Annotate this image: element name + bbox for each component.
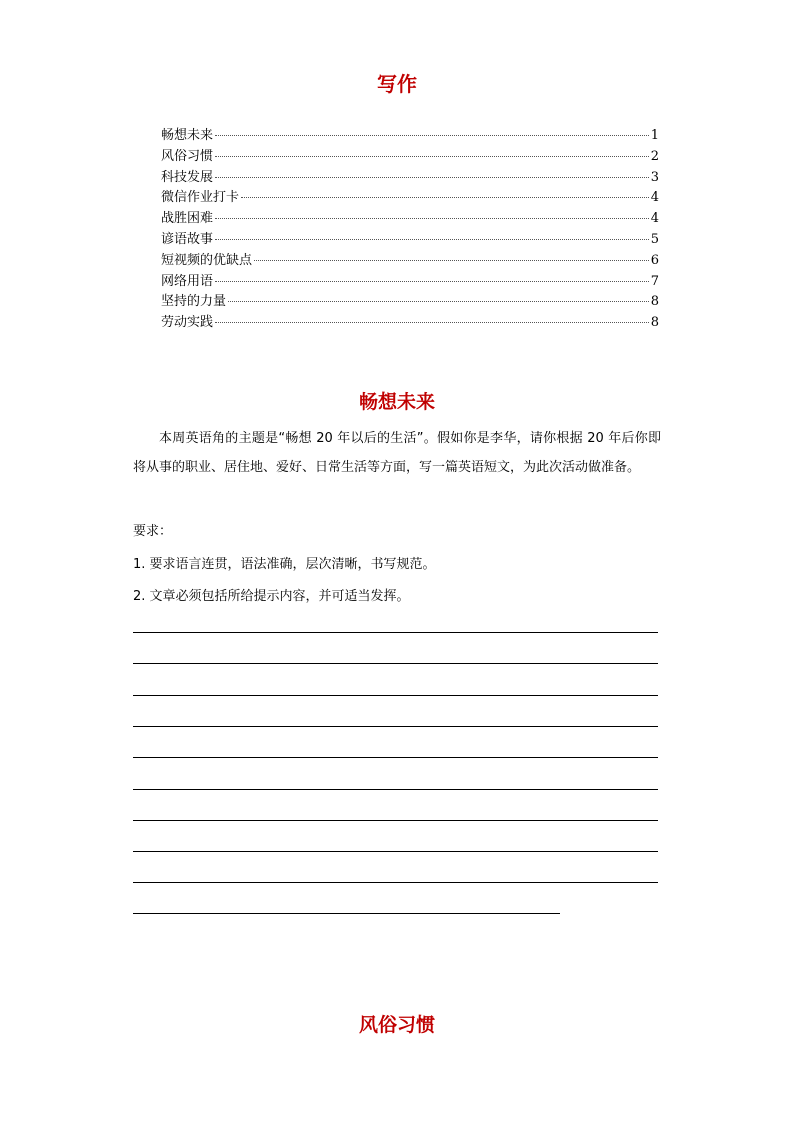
toc-entry[interactable]	[161, 124, 659, 145]
toc-leader-dots	[254, 260, 649, 261]
requirements-label: 要求：	[133, 524, 173, 539]
requirement-item: 2. 文章必须包括所给提示内容，并可适当发挥。	[133, 589, 410, 604]
answer-line[interactable]	[133, 757, 658, 758]
toc-entry[interactable]	[161, 166, 659, 187]
requirement-item: 1. 要求语言连贯，语法准确，层次清晰，书写规范。	[133, 557, 436, 572]
toc-entry[interactable]	[161, 311, 659, 332]
toc-entry-label: 战胜困难	[161, 211, 214, 227]
answer-line[interactable]	[133, 789, 658, 790]
toc-entry[interactable]	[161, 145, 659, 166]
toc-page-number: 5	[650, 231, 659, 247]
answer-line[interactable]	[133, 851, 658, 852]
toc-leader-dots	[241, 197, 649, 198]
toc-leader-dots	[215, 322, 649, 323]
toc-entry[interactable]	[161, 290, 659, 311]
toc-leader-dots	[215, 218, 649, 219]
answer-line[interactable]	[133, 913, 560, 914]
toc-page-number: 2	[650, 148, 659, 164]
toc-leader-dots	[215, 177, 649, 178]
toc-entry-label: 畅想未来	[161, 128, 214, 143]
toc-page-number: 1	[650, 128, 659, 143]
toc-leader-dots	[215, 135, 649, 136]
toc-leader-dots	[215, 156, 649, 157]
toc-page-number: 4	[650, 211, 659, 227]
answer-line[interactable]	[133, 663, 658, 664]
answer-line[interactable]	[133, 632, 658, 633]
toc-page-number: 8	[650, 315, 659, 331]
toc-leader-dots	[215, 239, 649, 240]
toc-page-number: 4	[650, 190, 659, 206]
toc-entry-label: 短视频的优缺点	[161, 252, 253, 268]
toc-entry[interactable]	[161, 228, 659, 249]
toc-page-number: 8	[650, 294, 659, 310]
toc-entry-label: 微信作业打卡	[161, 190, 240, 206]
toc-entry[interactable]	[161, 270, 659, 291]
section-title: 风俗习惯	[358, 1014, 435, 1036]
toc-page-number: 6	[650, 252, 659, 268]
writing-prompt: 本周英语角的主题是“畅想 20 年以后的生活”。假如你是李华，请你根据 20 年后你即将从事的职业、居住地、爱好、日常生活等方面，写一篇英语短文，为此次活动做准备。	[133, 431, 661, 475]
answer-line[interactable]	[133, 695, 658, 696]
table-of-contents	[161, 124, 659, 332]
toc-entry-label: 网络用语	[161, 273, 214, 289]
toc-leader-dots	[228, 301, 649, 302]
toc-entry[interactable]	[161, 207, 659, 228]
toc-entry-label: 劳动实践	[161, 315, 214, 331]
toc-page-number: 3	[650, 169, 659, 185]
toc-entry-label: 谚语故事	[161, 231, 214, 247]
section-title: 畅想未来	[358, 391, 435, 413]
answer-line[interactable]	[133, 820, 658, 821]
answer-line[interactable]	[133, 882, 658, 883]
toc-page-number: 7	[650, 273, 659, 289]
toc-entry-label: 坚持的力量	[161, 294, 227, 310]
toc-entry[interactable]	[161, 186, 659, 207]
answer-line[interactable]	[133, 726, 658, 727]
toc-entry-label: 风俗习惯	[161, 148, 214, 164]
toc-leader-dots	[215, 281, 649, 282]
toc-entry[interactable]	[161, 249, 659, 270]
document-title: 写作	[377, 72, 417, 96]
toc-entry-label: 科技发展	[161, 169, 214, 185]
